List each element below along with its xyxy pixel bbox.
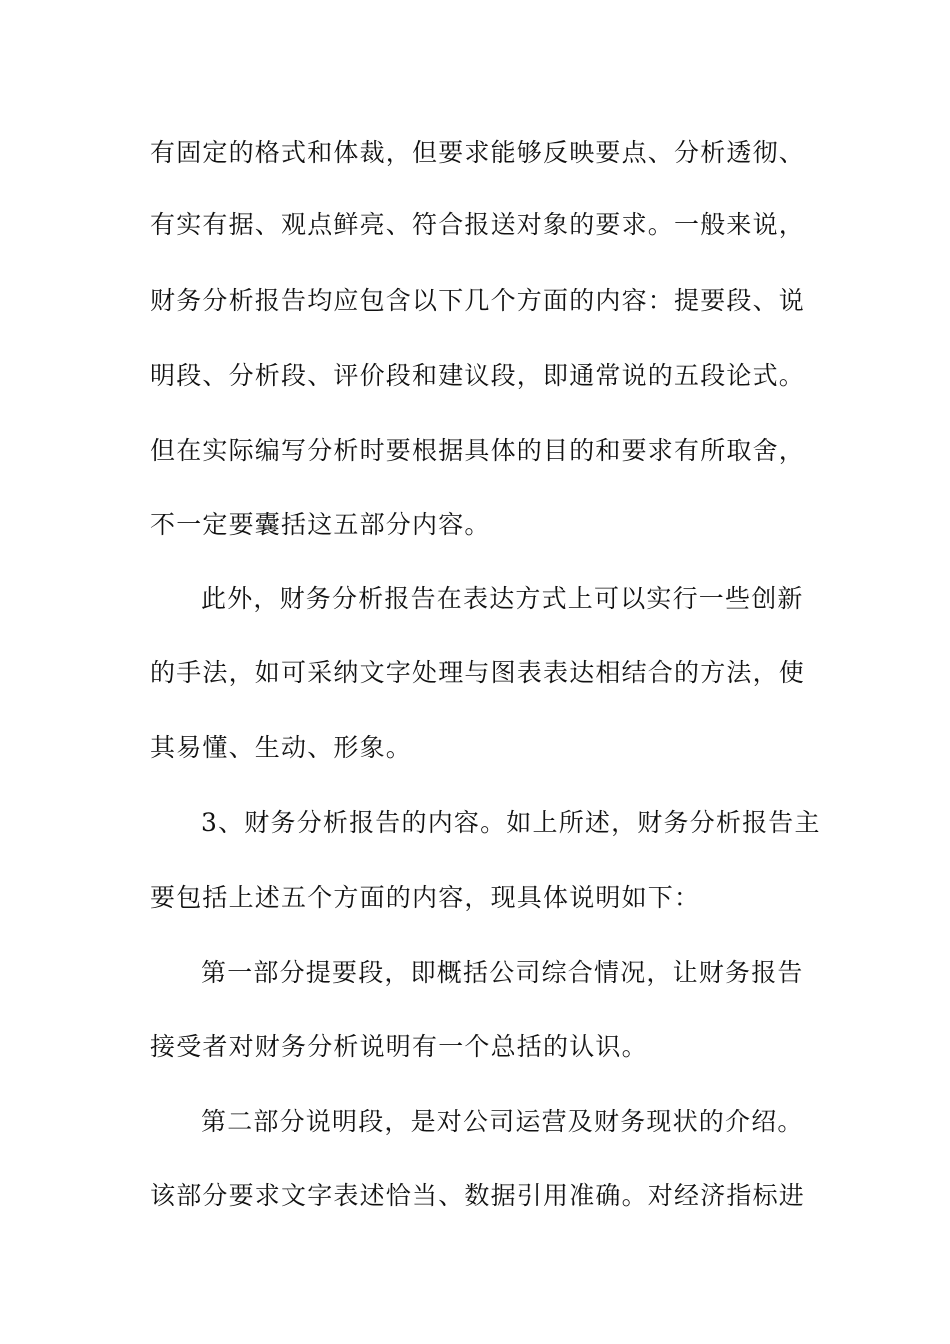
text-line: 但在实际编写分析时要根据具体的目的和要求有所取舍，: [150, 436, 806, 465]
text-line: 该部分要求文字表述恰当、数据引用准确。对经济指标进: [150, 1181, 806, 1210]
paragraph-first-line: 3、财务分析报告的内容。如上所述，财务分析报告主: [201, 808, 821, 837]
text-line: 不一定要囊括这五部分内容。: [150, 510, 491, 539]
text-line: 接受者对财务分析说明有一个总括的认识。: [150, 1032, 648, 1061]
paragraph-first-line: 第二部分说明段，是对公司运营及财务现状的介绍。: [201, 1107, 804, 1136]
paragraph-first-line: 第一部分提要段，即概括公司综合情况，让财务报告: [201, 958, 804, 987]
text-line: 明段、分析段、评价段和建议段，即通常说的五段论式。: [150, 361, 806, 390]
text-line: 有实有据、观点鲜亮、符合报送对象的要求。一般来说，: [150, 210, 806, 239]
text-line: 要包括上述五个方面的内容，现具体说明如下：: [150, 883, 701, 912]
text-line: 有固定的格式和体裁，但要求能够反映要点、分析透彻、: [150, 138, 806, 167]
paragraph-first-line: 此外，财务分析报告在表达方式上可以实行一些创新: [201, 584, 804, 613]
text-line: 的手法，如可采纳文字处理与图表表达相结合的方法，使: [150, 658, 806, 687]
text-line: 财务分析报告均应包含以下几个方面的内容：提要段、说: [150, 286, 806, 315]
text-line: 其易懂、生动、形象。: [150, 733, 413, 762]
